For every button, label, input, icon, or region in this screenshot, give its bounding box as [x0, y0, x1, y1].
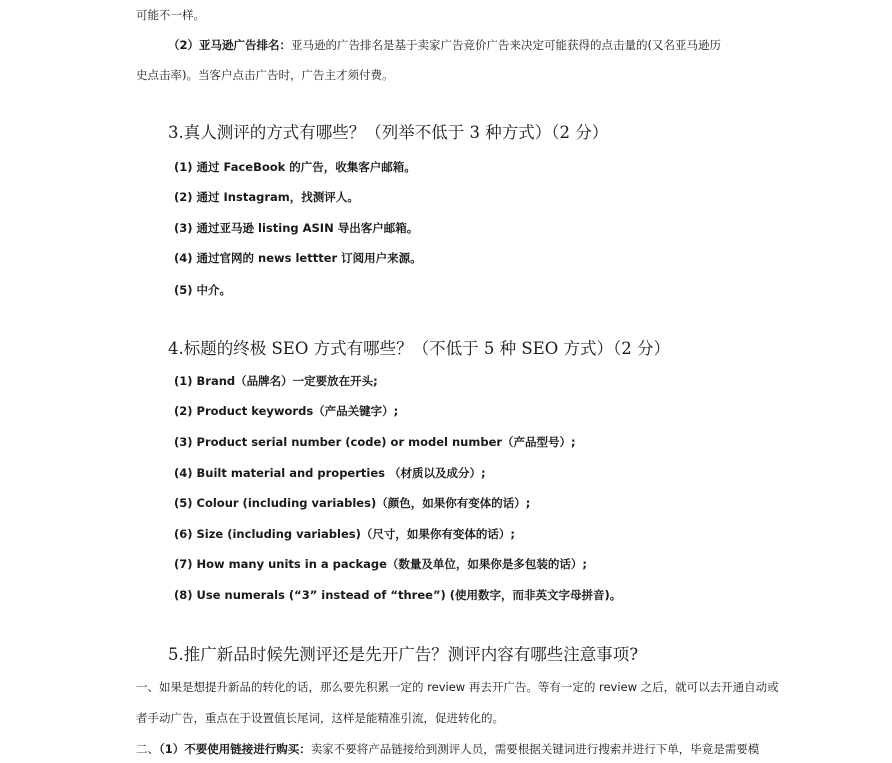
q4-item-6: (6) Size (including variables)（尺寸，如果你有变体的话）; — [174, 527, 515, 541]
intro-line-3: 史点击率)。当客户点击广告时，广告主才须付费。 — [136, 68, 394, 82]
q3-item-5: (5) 中介。 — [174, 283, 232, 297]
q3-item-3: (3) 通过亚马逊 listing ASIN 导出客户邮箱。 — [174, 221, 419, 235]
q4-item-5: (5) Colour (including variables)（颜色，如果你有变体的话）; — [174, 496, 531, 510]
q4-item-1: (1) Brand（品牌名）一定要放在开头; — [174, 374, 378, 388]
q5-para-2-label: （1）不要使用链接进行购买： — [159, 742, 311, 756]
ad-ranking-label: （2）亚马逊广告排名： — [168, 38, 292, 52]
q5-para-1-line-2: 者手动广告，重点在于设置值长尾词，这样是能精准引流，促进转化的。 — [136, 711, 504, 725]
q4-item-2: (2) Product keywords（产品关键字）; — [174, 404, 399, 418]
q5-para-1-line-1: 一、如果是想提升新品的转化的话，那么要先积累一定的 review 再去开广告。等有一定的 review 之后，就可以去开通自动或 — [136, 680, 779, 694]
q5-para-2-prefix: 二、 — [136, 742, 159, 756]
q4-item-4: (4) Built material and properties （材质以及成分）; — [174, 466, 486, 480]
intro-line-1: 可能不一样。 — [136, 8, 205, 22]
q3-item-4: (4) 通过官网的 news lettter 订阅用户来源。 — [174, 251, 422, 265]
question-5-heading: 5.推广新品时候先测评还是先开广告？测评内容有哪些注意事项? — [168, 645, 639, 664]
q4-item-8: (8) Use numerals (“3” instead of “three”) (使用数字，而非英文字母拼音)。 — [174, 588, 622, 602]
question-3-heading: 3.真人测评的方式有哪些？（列举不低于 3 种方式）（2 分） — [168, 123, 609, 142]
q3-item-2: (2) 通过 Instagram，找测评人。 — [174, 190, 359, 204]
q5-para-2 — [136, 741, 759, 757]
q4-item-3: (3) Product serial number (code) or model number（产品型号）; — [174, 435, 576, 449]
ad-ranking-text: 亚马逊的广告排名是基于卖家广告竞价广告来决定可能获得的点击量的(又名亚马逊历 — [291, 38, 721, 52]
q4-item-7: (7) How many units in a package（数量及单位，如果你是多包装的话）; — [174, 557, 588, 571]
q3-item-1: (1) 通过 FaceBook 的广告，收集客户邮箱。 — [174, 160, 416, 174]
q5-para-2-text: 卖家不要将产品链接给到测评人员，需要根据关键词进行搜索并进行下单，毕竟是需要模 — [310, 742, 760, 756]
question-4-heading: 4.标题的终极 SEO 方式有哪些？（不低于 5 种 SEO 方式）（2 分） — [168, 339, 670, 358]
intro-line-2 — [168, 37, 721, 53]
